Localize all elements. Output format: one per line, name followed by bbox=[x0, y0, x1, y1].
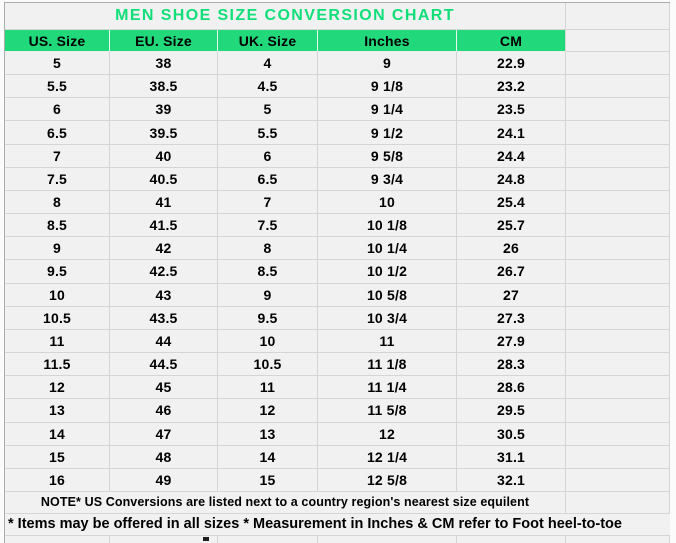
cell-us-size[interactable]: 10 bbox=[5, 284, 110, 307]
cell-eu-size[interactable]: 43 bbox=[110, 284, 218, 307]
empty-cell[interactable] bbox=[566, 214, 670, 237]
cell-cm[interactable]: 25.7 bbox=[457, 214, 566, 237]
cell-cm[interactable]: 29.5 bbox=[457, 399, 566, 422]
cell-cm[interactable]: 24.8 bbox=[457, 168, 566, 191]
cell-us-size[interactable]: 14 bbox=[5, 423, 110, 446]
cell-inches[interactable]: 9 1/4 bbox=[318, 98, 457, 121]
header-cell-us-size[interactable]: US. Size bbox=[5, 30, 110, 52]
cell-uk-size[interactable]: 12 bbox=[218, 399, 318, 422]
cell-cm[interactable]: 28.3 bbox=[457, 353, 566, 376]
cell-uk-size[interactable]: 11 bbox=[218, 376, 318, 399]
cell-us-size[interactable]: 8 bbox=[5, 191, 110, 214]
cell-us-size[interactable]: 6 bbox=[5, 98, 110, 121]
header-cell-eu-size[interactable]: EU. Size bbox=[110, 30, 218, 52]
cell-eu-size[interactable]: 41 bbox=[110, 191, 218, 214]
cell-cm[interactable]: 30.5 bbox=[457, 423, 566, 446]
header-cell-uk-size[interactable]: UK. Size bbox=[218, 30, 318, 52]
cell-uk-size[interactable]: 15 bbox=[218, 469, 318, 492]
cell-inches[interactable]: 10 1/2 bbox=[318, 260, 457, 283]
cell-uk-size[interactable]: 10 bbox=[218, 330, 318, 353]
cell-eu-size[interactable]: 48 bbox=[110, 446, 218, 469]
cell-inches[interactable]: 10 bbox=[318, 191, 457, 214]
cell-eu-size[interactable]: 47 bbox=[110, 423, 218, 446]
cell-uk-size[interactable]: 5 bbox=[218, 98, 318, 121]
cell-us-size[interactable]: 16 bbox=[5, 469, 110, 492]
header-cell-cm[interactable]: CM bbox=[457, 30, 566, 52]
cell-us-size[interactable]: 13 bbox=[5, 399, 110, 422]
empty-cell[interactable] bbox=[566, 3, 670, 30]
cell-uk-size[interactable]: 9.5 bbox=[218, 307, 318, 330]
cell-uk-size[interactable]: 6.5 bbox=[218, 168, 318, 191]
cell-eu-size[interactable]: 45 bbox=[110, 376, 218, 399]
cell-eu-size[interactable]: 40 bbox=[110, 145, 218, 168]
empty-cell[interactable] bbox=[110, 536, 218, 543]
empty-cell[interactable] bbox=[566, 191, 670, 214]
empty-cell[interactable] bbox=[457, 536, 566, 543]
cell-inches[interactable]: 12 5/8 bbox=[318, 469, 457, 492]
cell-inches[interactable]: 10 1/4 bbox=[318, 237, 457, 260]
cell-eu-size[interactable]: 49 bbox=[110, 469, 218, 492]
cell-inches[interactable]: 11 1/8 bbox=[318, 353, 457, 376]
cell-eu-size[interactable]: 43.5 bbox=[110, 307, 218, 330]
cell-eu-size[interactable]: 40.5 bbox=[110, 168, 218, 191]
cell-eu-size[interactable]: 44 bbox=[110, 330, 218, 353]
empty-cell[interactable] bbox=[566, 376, 670, 399]
empty-cell[interactable] bbox=[566, 307, 670, 330]
cell-uk-size[interactable]: 8.5 bbox=[218, 260, 318, 283]
cell-inches[interactable]: 9 5/8 bbox=[318, 145, 457, 168]
cell-cm[interactable]: 32.1 bbox=[457, 469, 566, 492]
cell-eu-size[interactable]: 46 bbox=[110, 399, 218, 422]
cell-uk-size[interactable]: 8 bbox=[218, 237, 318, 260]
cell-uk-size[interactable]: 9 bbox=[218, 284, 318, 307]
empty-cell[interactable] bbox=[566, 168, 670, 191]
cell-eu-size[interactable]: 38 bbox=[110, 52, 218, 75]
cell-cm[interactable]: 27 bbox=[457, 284, 566, 307]
empty-cell[interactable] bbox=[566, 469, 670, 492]
cell-eu-size[interactable]: 39 bbox=[110, 98, 218, 121]
empty-cell[interactable] bbox=[566, 75, 670, 98]
cell-us-size[interactable]: 5.5 bbox=[5, 75, 110, 98]
cell-us-size[interactable]: 8.5 bbox=[5, 214, 110, 237]
cell-uk-size[interactable]: 5.5 bbox=[218, 121, 318, 144]
cell-us-size[interactable]: 9.5 bbox=[5, 260, 110, 283]
spreadsheet bbox=[4, 2, 670, 543]
cell-cm[interactable]: 23.5 bbox=[457, 98, 566, 121]
empty-cell[interactable] bbox=[566, 98, 670, 121]
items-note-cell[interactable]: * Items may be offered in all sizes * Measurement in Inches & CM refer to Foot heel-to-toe bbox=[5, 514, 670, 536]
empty-cell[interactable] bbox=[566, 536, 670, 543]
empty-cell[interactable] bbox=[566, 399, 670, 422]
cell-eu-size[interactable]: 42.5 bbox=[110, 260, 218, 283]
cell-inches[interactable]: 9 bbox=[318, 52, 457, 75]
header-cell-inches[interactable]: Inches bbox=[318, 30, 457, 52]
cell-us-size[interactable]: 11.5 bbox=[5, 353, 110, 376]
empty-cell[interactable] bbox=[318, 536, 457, 543]
cell-cm[interactable]: 23.2 bbox=[457, 75, 566, 98]
empty-cell[interactable] bbox=[566, 284, 670, 307]
clipped-text-fragment bbox=[203, 537, 209, 541]
cell-inches[interactable]: 12 1/4 bbox=[318, 446, 457, 469]
empty-cell[interactable] bbox=[5, 536, 110, 543]
cell-eu-size[interactable]: 42 bbox=[110, 237, 218, 260]
cell-uk-size[interactable]: 6 bbox=[218, 145, 318, 168]
note-cell[interactable]: NOTE* US Conversions are listed next to a country region's nearest size equilent bbox=[5, 492, 566, 514]
cell-inches[interactable]: 11 5/8 bbox=[318, 399, 457, 422]
cell-uk-size[interactable]: 13 bbox=[218, 423, 318, 446]
cell-us-size[interactable]: 12 bbox=[5, 376, 110, 399]
cell-eu-size[interactable]: 39.5 bbox=[110, 121, 218, 144]
sheet-grid bbox=[5, 3, 670, 543]
cell-uk-size[interactable]: 7 bbox=[218, 191, 318, 214]
cell-us-size[interactable]: 7.5 bbox=[5, 168, 110, 191]
cell-us-size[interactable]: 5 bbox=[5, 52, 110, 75]
empty-cell[interactable] bbox=[566, 145, 670, 168]
empty-cell[interactable] bbox=[218, 536, 318, 543]
cell-cm[interactable]: 27.9 bbox=[457, 330, 566, 353]
cell-cm[interactable]: 28.6 bbox=[457, 376, 566, 399]
cell-cm[interactable]: 27.3 bbox=[457, 307, 566, 330]
cell-cm[interactable]: 26 bbox=[457, 237, 566, 260]
cell-inches[interactable]: 11 1/4 bbox=[318, 376, 457, 399]
cell-inches[interactable]: 10 3/4 bbox=[318, 307, 457, 330]
cell-uk-size[interactable]: 10.5 bbox=[218, 353, 318, 376]
cell-uk-size[interactable]: 7.5 bbox=[218, 214, 318, 237]
cell-cm[interactable]: 31.1 bbox=[457, 446, 566, 469]
empty-cell[interactable] bbox=[566, 353, 670, 376]
cell-eu-size[interactable]: 41.5 bbox=[110, 214, 218, 237]
cell-eu-size[interactable]: 38.5 bbox=[110, 75, 218, 98]
cell-uk-size[interactable]: 4.5 bbox=[218, 75, 318, 98]
cell-us-size[interactable]: 9 bbox=[5, 237, 110, 260]
cell-uk-size[interactable]: 14 bbox=[218, 446, 318, 469]
cell-us-size[interactable]: 6.5 bbox=[5, 121, 110, 144]
cell-us-size[interactable]: 11 bbox=[5, 330, 110, 353]
empty-cell[interactable] bbox=[566, 330, 670, 353]
cell-inches[interactable]: 9 1/8 bbox=[318, 75, 457, 98]
empty-cell[interactable] bbox=[566, 52, 670, 75]
cell-us-size[interactable]: 15 bbox=[5, 446, 110, 469]
chart-title-cell[interactable]: MEN SHOE SIZE CONVERSION CHART bbox=[5, 3, 566, 30]
empty-cell[interactable] bbox=[566, 260, 670, 283]
cell-inches[interactable]: 11 bbox=[318, 330, 457, 353]
empty-cell[interactable] bbox=[566, 237, 670, 260]
cell-inches[interactable]: 10 1/8 bbox=[318, 214, 457, 237]
cell-inches[interactable]: 12 bbox=[318, 423, 457, 446]
empty-cell[interactable] bbox=[566, 30, 670, 52]
cell-inches[interactable]: 9 1/2 bbox=[318, 121, 457, 144]
cell-eu-size[interactable]: 44.5 bbox=[110, 353, 218, 376]
empty-cell[interactable] bbox=[566, 423, 670, 446]
cell-cm[interactable]: 24.4 bbox=[457, 145, 566, 168]
cell-cm[interactable]: 22.9 bbox=[457, 52, 566, 75]
empty-cell[interactable] bbox=[566, 446, 670, 469]
cell-cm[interactable]: 25.4 bbox=[457, 191, 566, 214]
cell-uk-size[interactable]: 4 bbox=[218, 52, 318, 75]
cell-inches[interactable]: 10 5/8 bbox=[318, 284, 457, 307]
cell-us-size[interactable]: 10.5 bbox=[5, 307, 110, 330]
cell-inches[interactable]: 9 3/4 bbox=[318, 168, 457, 191]
empty-cell[interactable] bbox=[566, 121, 670, 144]
cell-us-size[interactable]: 7 bbox=[5, 145, 110, 168]
cell-cm[interactable]: 24.1 bbox=[457, 121, 566, 144]
cell-cm[interactable]: 26.7 bbox=[457, 260, 566, 283]
empty-cell[interactable] bbox=[566, 492, 670, 514]
